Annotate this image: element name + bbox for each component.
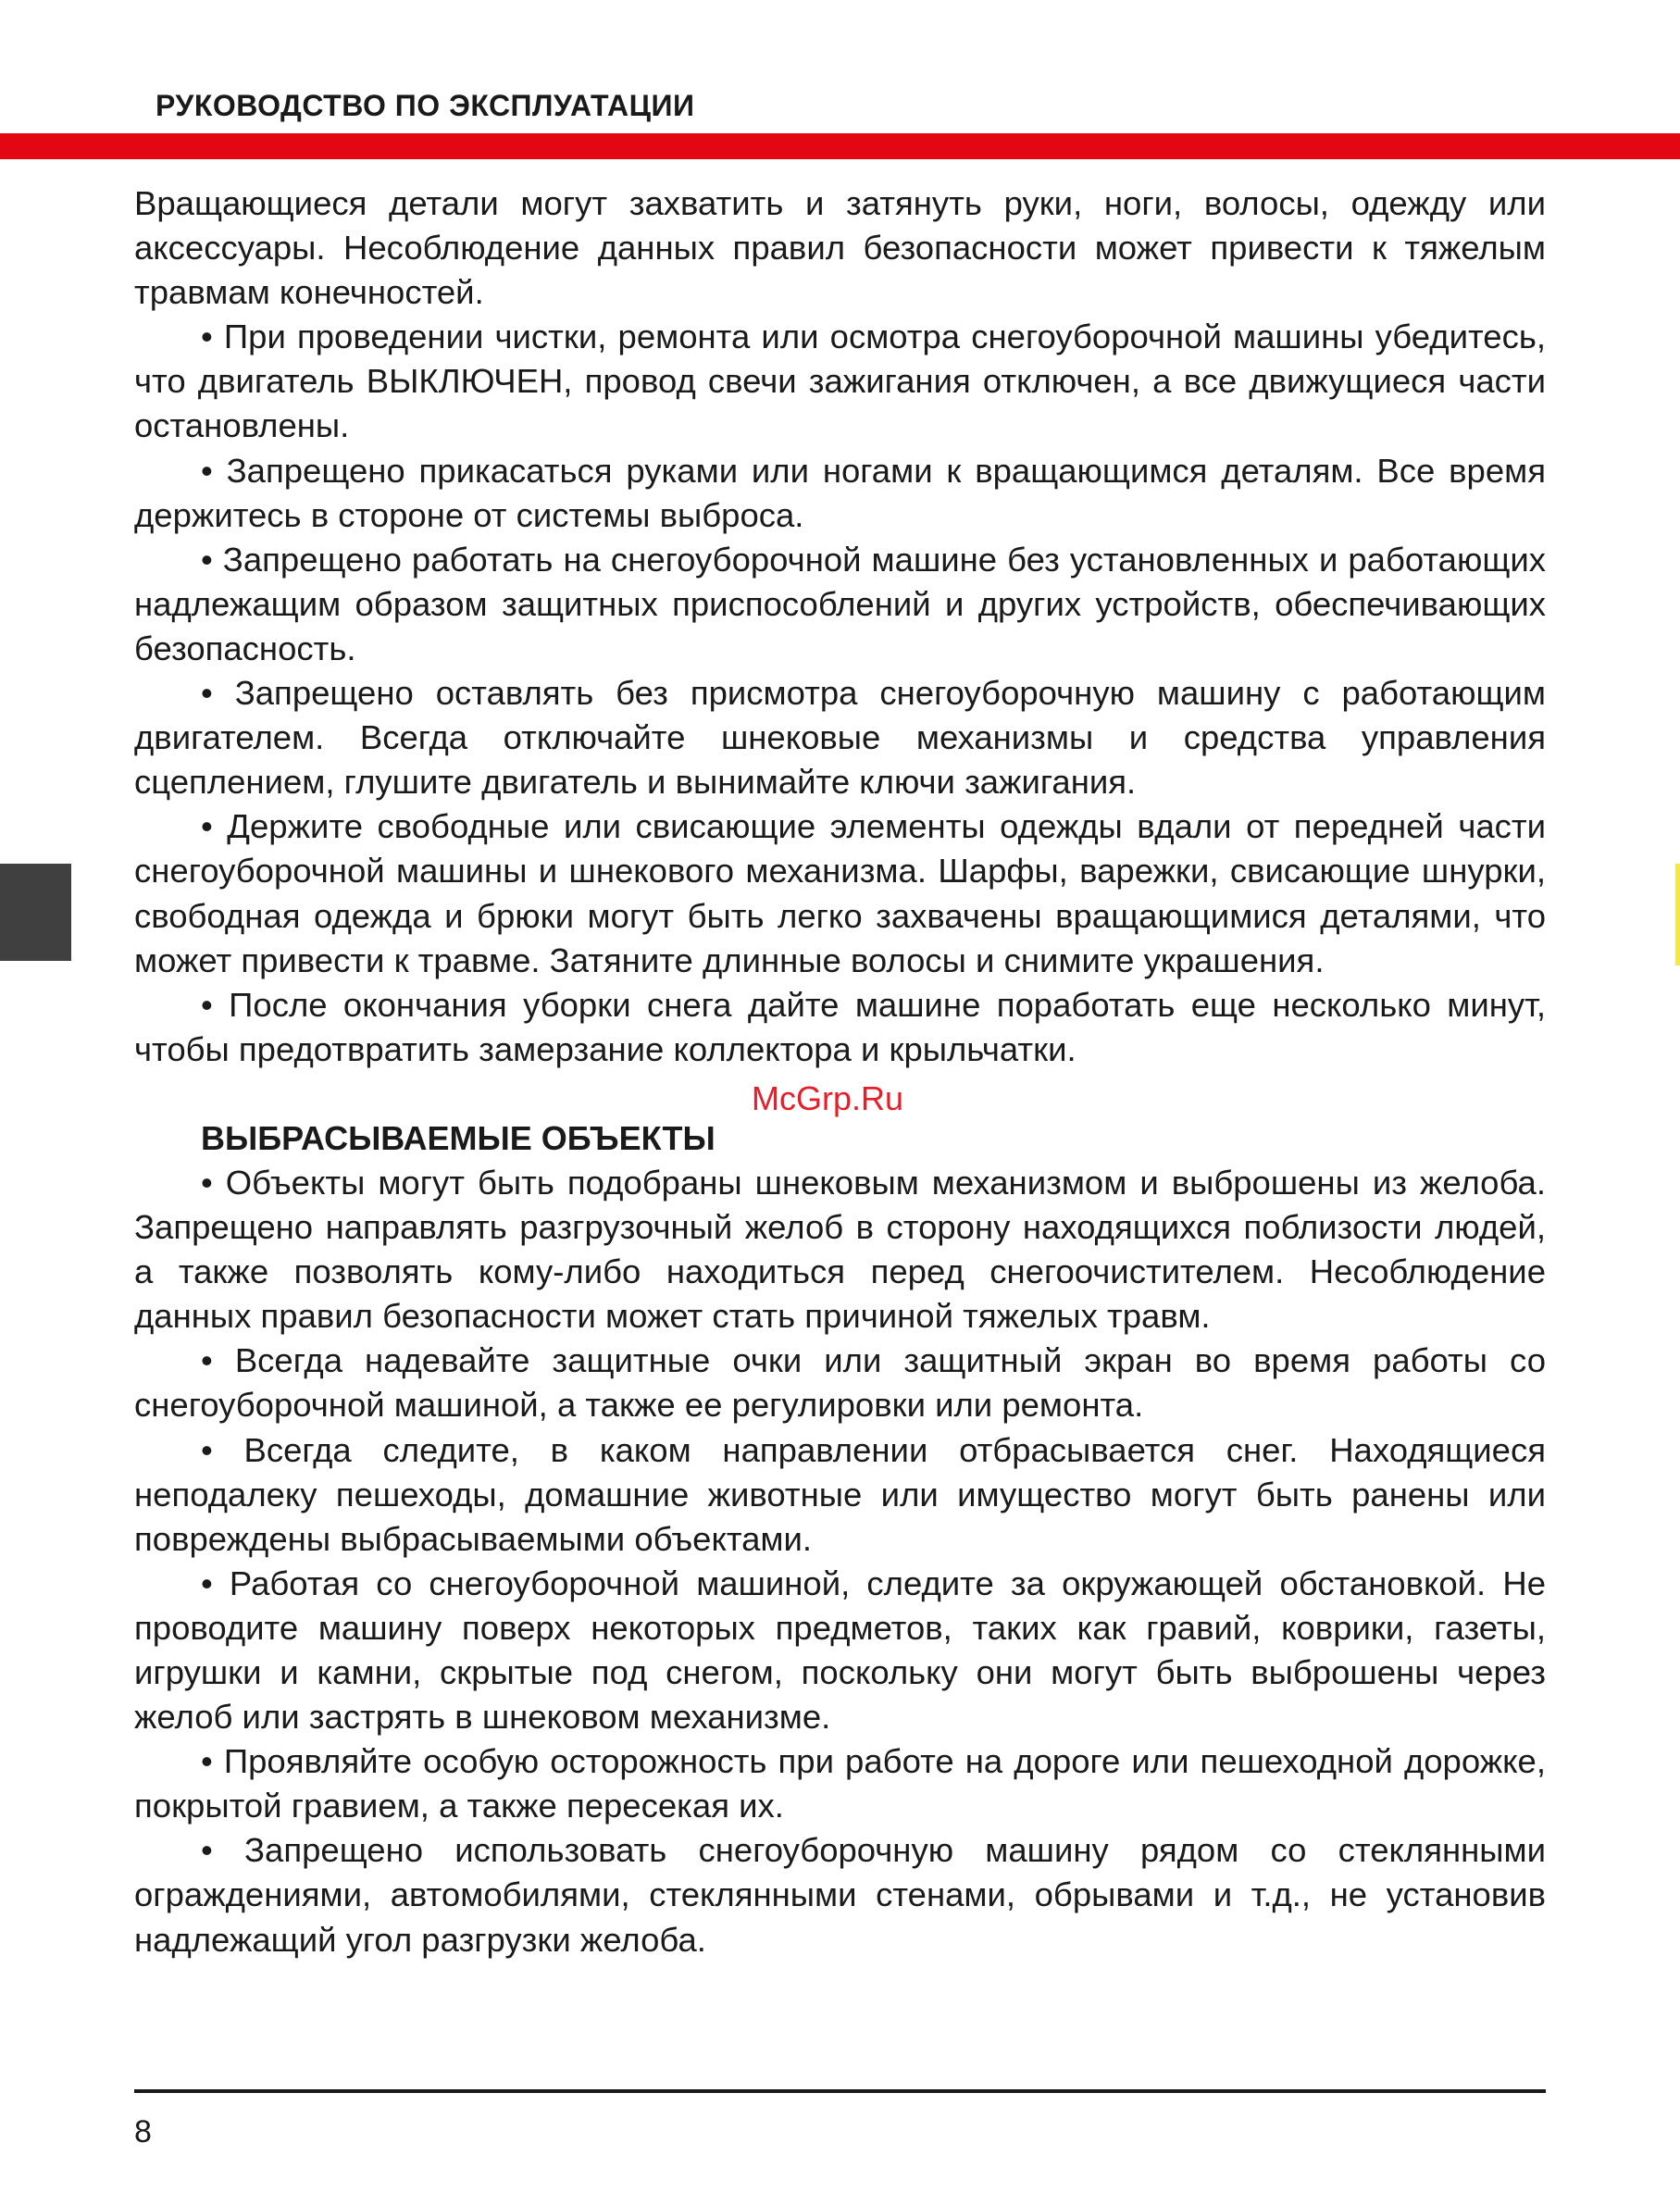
bullet-paragraph: • После окончания уборки снега дайте машине поработать еще несколько минут, чтобы предотвратить замерзание коллектора и крыльчатки. [134, 985, 1546, 1068]
watermark: McGrp.Ru [752, 1079, 904, 1117]
bullet-paragraph: • При проведении чистки, ремонта или осмотра снегоуборочной машины убедитесь, что двигатель ВЫКЛЮЧЕН, провод свечи зажигания отключен, а все движущиеся части остановлены. [134, 318, 1546, 445]
bullet-paragraph: • Работая со снегоуборочной машиной, следите за окружающей обстановкой. Не проводите машину поверх некоторых предметов, таких как гравий, коврики, газеты, игрушки и камни, скрытые под снегом, поскольку они могут быть выброшены через желоб или застрять в шнековом механизме. [134, 1563, 1546, 1737]
page-number: 8 [134, 2114, 152, 2149]
bullet-paragraph: • Держите свободные или свисающие элементы одежды вдали от передней части снегоуборочной машины и шнекового механизма. Шарфы, варежки, свисающие шнурки, свободная одежда и брюки могут быть легко захвачены вращающимися деталями, что может привести к травме. Затяните длинные волосы и снимите украшения. [134, 807, 1546, 979]
page-body [134, 181, 1546, 1962]
bullet-paragraph: • Запрещено использовать снегоуборочную машину рядом со стеклянными ограждениями, автомобилями, стеклянными стенами, обрывами и т.д., не установив надлежащий угол разгрузки желоба. [134, 1831, 1546, 1959]
bullet-paragraph: • Запрещено работать на снегоуборочной машине без установленных и работающих надлежащим образом защитных приспособлений и других устройств, обеспечивающих безопасность. [134, 540, 1546, 667]
bullet-paragraph: • Проявляйте особую осторожность при работе на дороге или пешеходной дорожке, покрытой гравием, а также пересекая их. [134, 1742, 1546, 1825]
header-red-band [0, 133, 1680, 159]
section-side-tab [0, 864, 71, 961]
document-header-title: РУКОВОДСТВО ПО ЭКСПЛУАТАЦИИ [156, 89, 695, 122]
bullet-paragraph: • Всегда следите, в каком направлении отбрасывается снег. Находящиеся неподалеку пешеходы, домашние животные или имущество могут быть ранены или повреждены выбрасываемыми объектами. [134, 1430, 1546, 1558]
bullet-paragraph: • Всегда надевайте защитные очки или защитный экран во время работы со снегоуборочной машиной, а также ее регулировки или ремонта. [134, 1341, 1546, 1425]
bullet-paragraph: • Запрещено оставлять без присмотра снегоуборочную машину с работающим двигателем. Всегда отключайте шнековые механизмы и средства управления сцеплением, глушите двигатель и вынимайте ключи зажигания. [134, 674, 1546, 802]
section-heading: ВЫБРАСЫВАЕМЫЕ ОБЪЕКТЫ [201, 1118, 716, 1157]
footer-rule [134, 2089, 1546, 2093]
right-edge-mark [1675, 864, 1680, 965]
bullet-paragraph: • Запрещено прикасаться руками или ногами к вращающимся деталям. Все время держитесь в стороне от системы выброса. [134, 451, 1546, 534]
bullet-paragraph: • Объекты могут быть подобраны шнековым механизмом и выброшены из желоба. Запрещено направлять разгрузочный желоб в сторону находящихся поблизости людей, а также позволять кому-либо находиться перед снегоочистителем. Несоблюдение данных правил безопасности может стать причиной тяжелых травм. [134, 1163, 1546, 1336]
body-paragraph: Вращающиеся детали могут захватить и затянуть руки, ноги, волосы, одежду или аксессуары. Несоблюдение данных правил безопасности может привести к тяжелым травмам конечностей. [134, 184, 1546, 312]
